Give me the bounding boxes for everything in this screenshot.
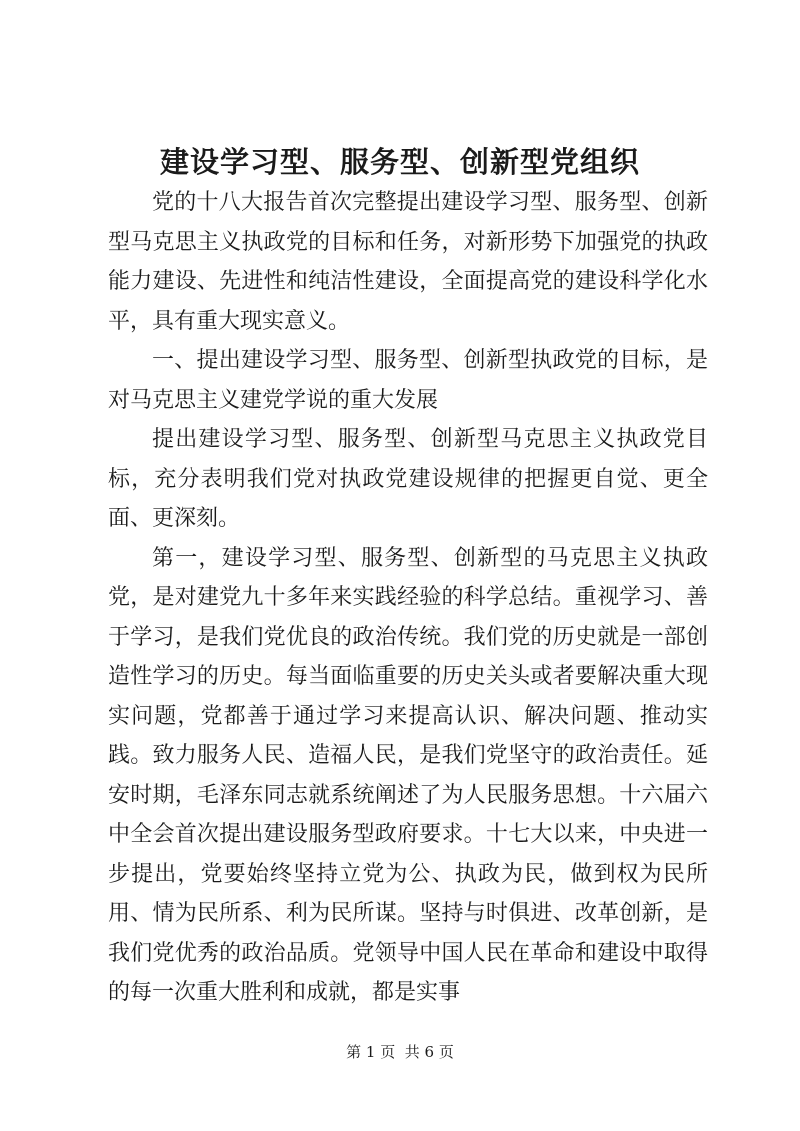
paragraph-intro: 党的十八大报告首次完整提出建设学习型、服务型、创新型马克思主义执政党的目标和任务，对新形势下加强党的执政能力建设、先进性和纯洁性建设，全面提高党的建设科学化水平，具有重大现实意义。 — [108, 190, 708, 334]
document-title: 建设学习型、服务型、创新型党组织 — [159, 145, 640, 179]
paragraph-first-point: 第一，建设学习型、服务型、创新型的马克思主义执政党，是对建党九十多年来实践经验的科学总结。重视学习、善于学习，是我们党优良的政治传统。我们党的历史就是一部创造性学习的历史。每当面临重要的历史关头或者要解决重大现实问题，党都善于通过学习来提高认识、解决问题、推动实践。致力服务人民、造福人民，是我们党坚守的政治责任。延安时期，毛泽东同志就系统阐述了为人民服务思想。十六届六中全会首次提出建设服务型政府要求。十七大以来，中央进一步提出，党要始终坚持立党为公、执政为民，做到权为民所用、情为民所系、利为民所谋。坚持与时俱进、改革创新，是我们党优秀的政治品质。党领导中国人民在革命和建设中取得的每一次重大胜利和成就，都是实事 — [108, 545, 708, 1005]
page-number: 第 1 页 共 6 页 — [346, 1043, 454, 1061]
paragraph-section-heading: 一、提出建设学习型、服务型、创新型执政党的目标，是对马克思主义建党学说的重大发展 — [108, 348, 708, 413]
page-footer — [0, 1042, 800, 1062]
document-body — [108, 183, 708, 1013]
paragraph-summary: 提出建设学习型、服务型、创新型马克思主义执政党目标，充分表明我们党对执政党建设规律的把握更自觉、更全面、更深刻。 — [108, 427, 708, 531]
